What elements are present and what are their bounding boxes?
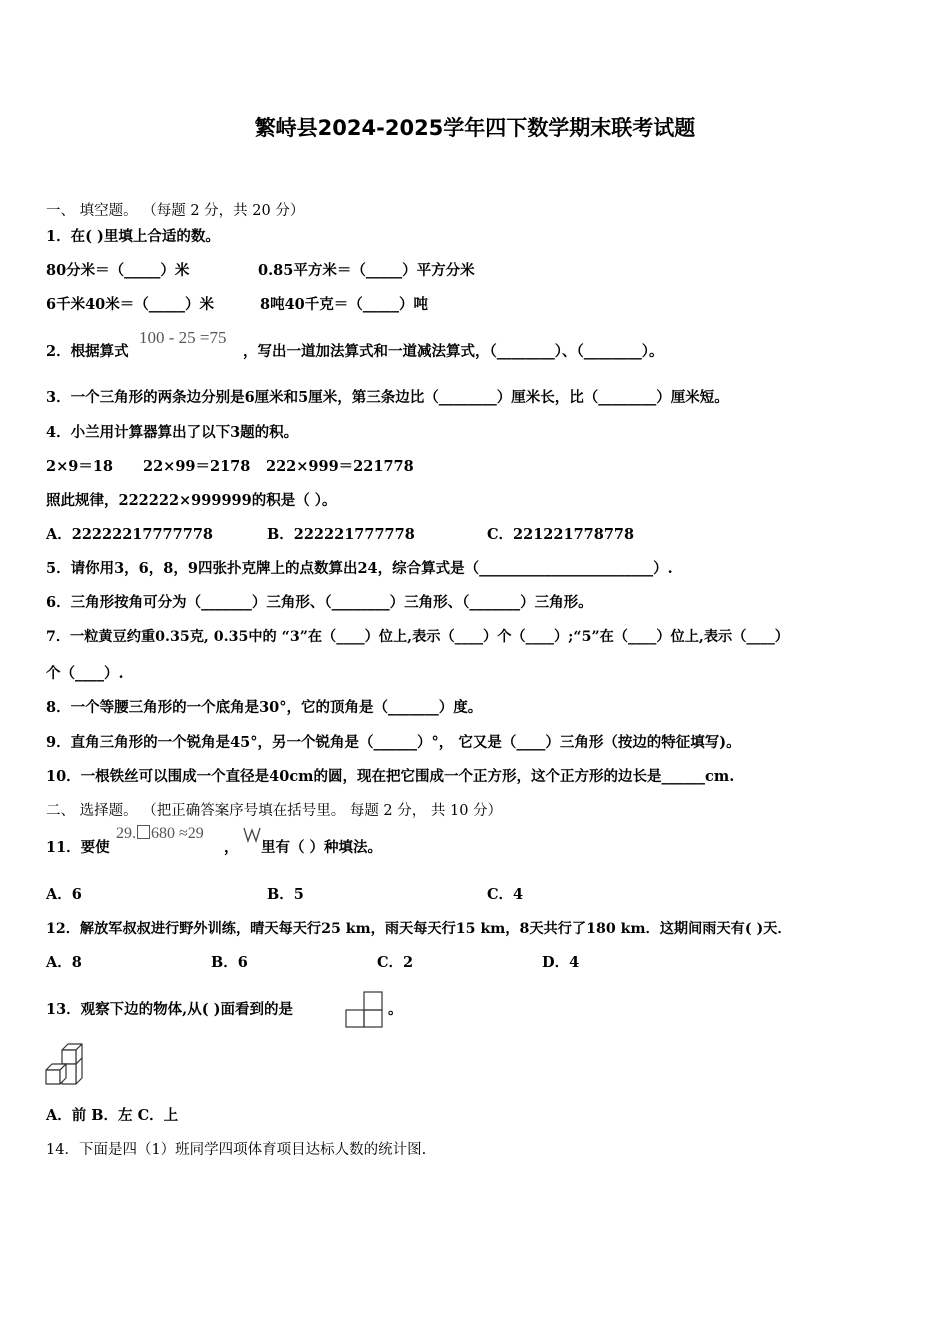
question-3: 3．一个三角形的两条边分别是6厘米和5厘米，第三条边比（________）厘米长，比（________）厘米短。 [46,389,729,406]
question-4-example-1: 2×9＝18 [46,458,114,475]
question-1-blank-c: 6千米40米＝（_____）米 [46,296,215,313]
question-5: 5．请你用3，6，8，9四张扑克牌上的点数算出24，综合算式是（________________________）. [46,560,673,577]
section-2-heading: 二、 选择题。 （把正确答案序号填在括号里。 每题 2 分， 共 10 分） [46,803,503,819]
top-view-squares-icon [345,991,385,1029]
question-9: 9．直角三角形的一个锐角是45°，另一个锐角是（______）°， 它又是（____）三角形（按边的特征填写)。 [46,734,741,751]
question-11-option-c: C．4 [487,886,524,903]
question-1: 1．在( )里填上合适的数。 [46,228,220,245]
blank-square-icon [137,825,150,839]
question-12-option-b: B．6 [211,954,248,971]
w-symbol-icon [243,825,261,843]
question-11-blank-symbol [243,825,261,849]
question-13-options: A．前 B．左 C．上 [46,1107,179,1124]
question-12-option-c: C．2 [377,954,414,971]
question-10: 10．一根铁丝可以围成一个直径是40cm的圆，现在把它围成一个正方形，这个正方形的边长是______cm. [46,768,735,785]
question-4-option-c: C．221221778778 [487,526,635,543]
question-11-formula-right: 680 ≈29 [151,825,204,842]
question-7-line-1: 7．一粒黄豆约重0.35克, 0.35中的 “3”在（____）位上,表示（____）个（____）;“5”在（____）位上,表示（____） [46,629,789,645]
question-11-prefix: 11．要使 [46,839,110,856]
question-2-prefix: 2．根据算式 [46,343,129,360]
question-11-formula [116,824,204,844]
question-4-ask: 照此规律，222222×999999的积是（ ）。 [46,492,337,509]
question-11-formula-left: 29. [116,825,136,842]
question-13-view-figure [345,991,385,1035]
question-4-example-2: 22×99＝2178 [143,458,251,475]
question-11-option-a: A．6 [46,886,82,903]
question-2-formula: 100 - 25 =75 [139,328,227,347]
question-1-blank-b: 0.85平方米＝（_____）平方分米 [258,262,475,279]
question-4: 4．小兰用计算器算出了以下3题的积。 [46,424,299,441]
stacked-cubes-icon [44,1042,88,1088]
question-12-option-a: A．8 [46,954,82,971]
section-1-heading: 一、 填空题。 （每题 2 分，共 20 分） [46,203,305,219]
question-7-line-2: 个（____）. [46,665,124,682]
question-8: 8．一个等腰三角形的一个底角是30°，它的顶角是（_______）度。 [46,699,483,716]
question-11-option-b: B．5 [267,886,304,903]
question-13-prefix: 13．观察下边的物体,从( )面看到的是 [46,1001,293,1018]
question-4-option-b: B．222221777778 [267,526,415,543]
question-12-option-d: D．4 [542,954,580,971]
question-11-comma: ， [224,839,239,856]
question-4-option-a: A．22222217777778 [46,526,213,543]
question-13-cube-figure [44,1042,88,1094]
question-1-blank-a: 80分米＝（_____）米 [46,262,190,279]
question-1-blank-d: 8吨40千克＝（_____）吨 [260,296,429,313]
question-6: 6．三角形按角可分为（_______）三角形、（________）三角形、（_______）三角形。 [46,594,593,611]
question-4-example-3: 222×999＝221778 [266,458,414,475]
page-title: 繁峙县2024-2025学年四下数学期末联考试题 [254,116,696,140]
question-14: 14．下面是四（1）班同学四项体育项目达标人数的统计图. [46,1142,427,1158]
question-11-suffix: 里有（ ）种填法。 [261,839,383,856]
question-13-suffix: 。 [388,1001,403,1018]
question-2-suffix: ，写出一道加法算式和一道减法算式，（________）、（________）。 [243,343,664,360]
question-12: 12．解放军叔叔进行野外训练，晴天每天行25 km，雨天每天行15 km，8天共行了180 km．这期间雨天有( )天． [46,921,792,937]
